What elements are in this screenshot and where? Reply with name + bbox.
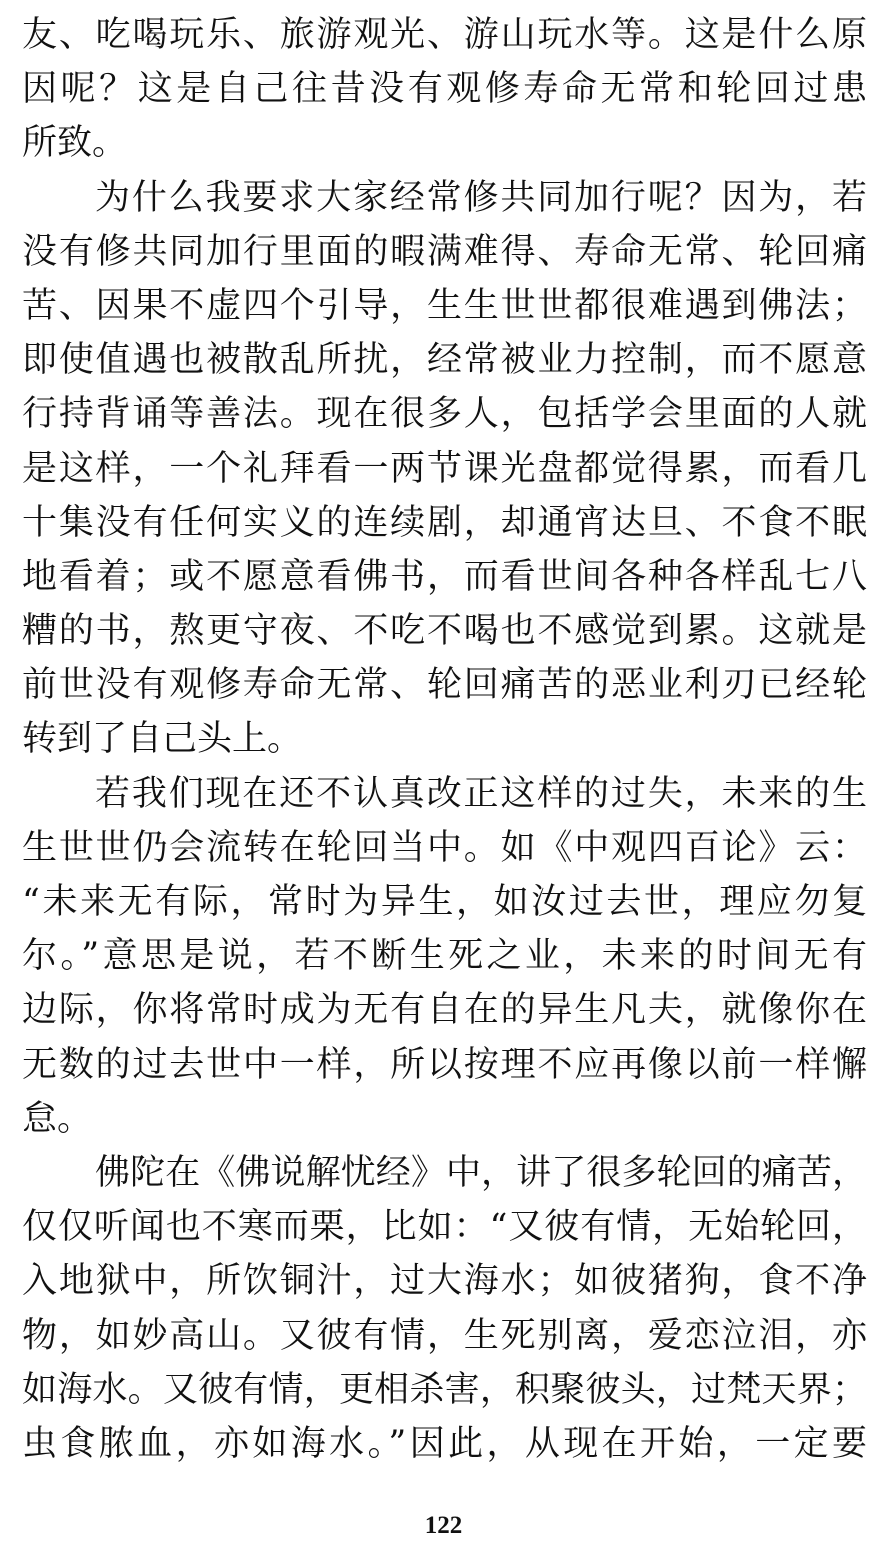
text-line: 前世没有观修寿命无常、轮回痛苦的恶业利刃已经轮 <box>22 665 867 706</box>
text-line: 生世世仍会流转在轮回当中。如《中观四百论》云： <box>22 827 867 868</box>
text-line: 虫食脓血，亦如海水。”因此，从现在开始，一定要 <box>22 1423 867 1464</box>
text-line: 如海水。又彼有情，更相杀害，积聚彼头，过梵天界； <box>22 1369 867 1410</box>
paragraph-first-line: 为什么我要求大家经常修共同加行呢？因为，若 <box>95 177 867 218</box>
text-line: “未来无有际，常时为异生，如汝过去世，理应勿复 <box>22 882 867 922</box>
text-line: 没有修共同加行里面的暇满难得、寿命无常、轮回痛 <box>22 231 867 272</box>
text-line: 无数的过去世中一样，所以按理不应再像以前一样懈 <box>22 1044 867 1085</box>
text-line: 行持背诵等善法。现在很多人，包括学会里面的人就 <box>22 394 867 435</box>
text-line: 转到了自己头上。 <box>22 719 303 760</box>
text-line: 苦、因果不虚四个引导，生生世世都很难遇到佛法； <box>22 285 867 326</box>
text-line: 入地狱中，所饮铜汁，过大海水；如彼猪狗，食不净 <box>22 1261 867 1302</box>
text-line: 尔。”意思是说，若不断生死之业，未来的时间无有 <box>22 936 867 977</box>
text-line: 怠。 <box>22 1098 93 1139</box>
text-line: 物，如妙高山。又彼有情，生死别离，爱恋泣泪，亦 <box>22 1315 867 1356</box>
body-text <box>22 8 867 1471</box>
text-line: 友、吃喝玩乐、旅游观光、游山玩水等。这是什么原 <box>22 15 867 55</box>
page-number: 122 <box>424 1512 463 1539</box>
text-line: 是这样，一个礼拜看一两节课光盘都觉得累，而看几 <box>22 448 867 489</box>
text-line: 所致。 <box>22 123 128 164</box>
text-line: 因呢？这是自己往昔没有观修寿命无常和轮回过患 <box>22 69 867 110</box>
text-line: 十集没有任何实义的连续剧，却通宵达旦、不食不眠 <box>22 502 867 543</box>
text-line: 仅仅听闻也不寒而栗，比如：“又彼有情，无始轮回， <box>22 1207 867 1248</box>
text-line: 地看着；或不愿意看佛书，而看世间各种各样乱七八 <box>22 556 867 597</box>
paragraph-first-line: 佛陀在《佛说解忧经》中，讲了很多轮回的痛苦， <box>95 1152 867 1193</box>
text-line: 边际，你将常时成为无有自在的异生凡夫，就像你在 <box>22 990 867 1031</box>
text-line: 即使值遇也被散乱所扰，经常被业力控制，而不愿意 <box>22 340 867 381</box>
paragraph-first-line: 若我们现在还不认真改正这样的过失，未来的生 <box>95 773 867 814</box>
text-line: 糟的书，熬更守夜、不吃不喝也不感觉到累。这就是 <box>22 611 867 652</box>
